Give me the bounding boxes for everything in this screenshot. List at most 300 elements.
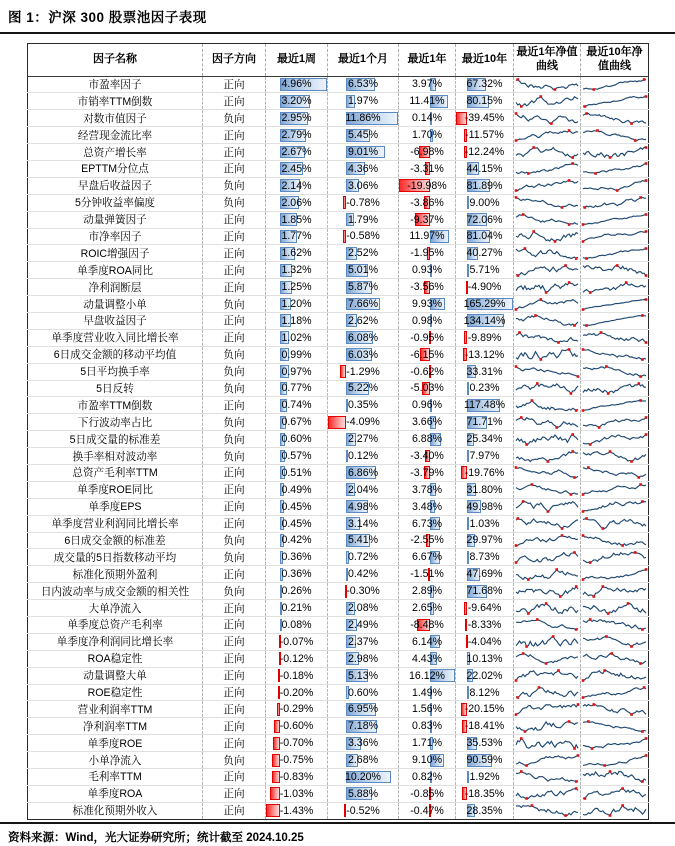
value-text: 40.27%	[466, 247, 503, 260]
value-text: 5.45%	[347, 129, 379, 142]
value-text: 1.77%	[281, 230, 312, 243]
value-cell	[399, 245, 456, 262]
sparkline-10y	[581, 566, 649, 583]
sparkline-10y	[581, 802, 649, 819]
value-cell	[328, 448, 399, 465]
table-row	[28, 177, 649, 194]
value-text: -6.98%	[410, 146, 444, 158]
value-cell	[328, 296, 399, 313]
header-cell-6: 最近1年净值曲线	[514, 44, 581, 77]
value-text: 33.31%	[466, 365, 503, 378]
sparkline-1y	[514, 245, 581, 262]
table-row	[28, 346, 649, 363]
value-text: 5.41%	[347, 534, 379, 547]
sparkline-10y	[581, 76, 649, 93]
sparkline-1y	[514, 498, 581, 515]
value-text: 117.48%	[463, 399, 506, 412]
value-text: 7.97%	[469, 450, 500, 463]
value-text: -19.98%	[407, 179, 447, 192]
value-text: 11.86%	[345, 112, 381, 125]
value-cell	[266, 667, 328, 684]
value-cell	[328, 718, 399, 735]
value-text: 0.97%	[281, 365, 312, 378]
table-row	[28, 650, 649, 667]
value-text: 6.88%	[411, 433, 443, 446]
value-cell	[399, 312, 456, 329]
value-text: -0.12%	[279, 652, 314, 665]
direction-cell: 正向	[203, 329, 266, 346]
sparkline-10y	[581, 769, 649, 786]
factor-name-cell: 市盈率因子	[28, 76, 203, 93]
value-text: 6.67%	[411, 551, 443, 564]
factor-name-cell: 单季度净利润同比增长率	[28, 633, 203, 650]
table-row	[28, 211, 649, 228]
factor-name-cell: 单季度ROE同比	[28, 481, 203, 498]
sparkline-10y	[581, 532, 649, 549]
value-text: 9.93%	[411, 298, 443, 311]
table-row	[28, 583, 649, 600]
value-text: 1.02%	[281, 331, 312, 344]
table-row	[28, 194, 649, 211]
value-cell	[456, 431, 514, 448]
value-text: 2.62%	[347, 314, 379, 327]
sparkline-10y	[581, 346, 649, 363]
value-text: 1.18%	[281, 314, 312, 327]
sparkline-10y	[581, 363, 649, 380]
sparkline-10y	[581, 380, 649, 397]
value-cell	[328, 785, 399, 802]
value-text: 49.98%	[466, 500, 503, 513]
value-cell	[266, 414, 328, 431]
value-text: 3.06%	[347, 179, 379, 192]
direction-cell: 正向	[203, 701, 266, 718]
value-text: -3.86%	[410, 196, 444, 209]
table-row	[28, 785, 649, 802]
value-text: -0.75%	[279, 754, 314, 767]
direction-cell: 负向	[203, 532, 266, 549]
value-text: -19.76%	[464, 466, 505, 479]
value-text: 5.13%	[347, 669, 379, 682]
value-cell	[266, 127, 328, 144]
value-text: -0.62%	[410, 365, 444, 378]
value-text: 44.15%	[466, 162, 503, 175]
value-cell	[266, 431, 328, 448]
sparkline-10y	[581, 481, 649, 498]
value-text: 0.57%	[281, 450, 312, 463]
value-text: 90.59%	[466, 754, 503, 767]
factor-name-cell: 6日成交金额的标准差	[28, 532, 203, 549]
value-text: 0.67%	[281, 416, 312, 429]
value-cell	[456, 600, 514, 617]
value-cell	[328, 583, 399, 600]
value-cell	[456, 667, 514, 684]
value-text: 31.80%	[466, 483, 503, 496]
value-text: 2.52%	[347, 247, 379, 260]
value-cell	[328, 549, 399, 566]
value-cell	[456, 397, 514, 414]
value-cell	[328, 363, 399, 380]
table-row	[28, 329, 649, 346]
value-text: -1.03%	[279, 787, 314, 800]
value-cell	[399, 346, 456, 363]
value-text: 5.22%	[347, 382, 379, 395]
value-text: 0.60%	[281, 433, 312, 446]
sparkline-1y	[514, 633, 581, 650]
value-text: 3.78%	[411, 483, 443, 496]
value-cell	[328, 464, 399, 481]
value-text: 2.49%	[347, 618, 379, 631]
value-cell	[266, 76, 328, 93]
value-cell	[456, 752, 514, 769]
sparkline-10y	[581, 262, 649, 279]
value-cell	[328, 397, 399, 414]
table-row	[28, 735, 649, 752]
value-text: 2.37%	[347, 635, 379, 648]
value-text: 2.95%	[281, 112, 312, 125]
table-row	[28, 380, 649, 397]
value-cell	[328, 515, 399, 532]
value-cell	[328, 160, 399, 177]
value-cell	[399, 177, 456, 194]
value-cell	[328, 481, 399, 498]
direction-cell: 正向	[203, 650, 266, 667]
value-cell	[456, 245, 514, 262]
value-text: 0.74%	[281, 399, 312, 412]
value-text: 0.45%	[281, 517, 312, 530]
value-cell	[399, 752, 456, 769]
value-cell	[266, 397, 328, 414]
value-text: 1.25%	[281, 281, 312, 294]
value-text: 4.96%	[281, 78, 312, 91]
direction-cell: 正向	[203, 735, 266, 752]
value-cell	[456, 583, 514, 600]
value-cell	[399, 431, 456, 448]
value-text: 81.89%	[466, 179, 503, 192]
value-text: 6.73%	[411, 517, 443, 530]
value-cell	[456, 481, 514, 498]
sparkline-1y	[514, 160, 581, 177]
value-text: 0.21%	[281, 602, 312, 615]
factor-name-cell: 单季度EPS	[28, 498, 203, 515]
direction-cell: 正向	[203, 684, 266, 701]
value-cell	[399, 532, 456, 549]
value-text: 2.67%	[281, 146, 312, 158]
value-text: 4.43%	[411, 652, 443, 665]
sparkline-1y	[514, 769, 581, 786]
table-row	[28, 448, 649, 465]
value-cell	[399, 380, 456, 397]
value-text: 3.36%	[347, 737, 379, 750]
direction-cell: 负向	[203, 363, 266, 380]
sparkline-1y	[514, 228, 581, 245]
factor-name-cell: 5分钟收益率偏度	[28, 194, 203, 211]
value-cell	[456, 769, 514, 786]
value-cell	[328, 650, 399, 667]
value-text: 67.32%	[466, 78, 503, 91]
value-text: -0.29%	[279, 703, 314, 716]
value-text: 0.36%	[281, 568, 312, 581]
header-cell-5: 最近10年	[456, 44, 514, 77]
footer-block	[0, 822, 675, 846]
value-cell	[456, 144, 514, 161]
value-cell	[266, 110, 328, 127]
value-text: 0.23%	[469, 382, 500, 395]
value-cell	[266, 701, 328, 718]
value-cell	[456, 414, 514, 431]
value-cell	[399, 769, 456, 786]
sparkline-1y	[514, 752, 581, 769]
value-cell	[399, 262, 456, 279]
sparkline-10y	[581, 228, 649, 245]
value-text: 6.08%	[347, 331, 379, 344]
value-text: 28.35%	[466, 804, 503, 817]
value-text: -11.57%	[465, 129, 504, 142]
value-text: 5.87%	[347, 281, 379, 294]
value-text: 2.08%	[347, 602, 379, 615]
sparkline-1y	[514, 566, 581, 583]
value-cell	[266, 735, 328, 752]
factor-name-cell: 动量调整小单	[28, 296, 203, 313]
factor-name-cell: 下行波动率占比	[28, 414, 203, 431]
value-text: -0.20%	[279, 686, 314, 699]
value-cell	[399, 650, 456, 667]
header-cell-4: 最近1年	[399, 44, 456, 77]
value-text: -3.56%	[410, 281, 444, 294]
value-cell	[456, 329, 514, 346]
value-cell	[456, 464, 514, 481]
sparkline-1y	[514, 515, 581, 532]
direction-cell: 正向	[203, 769, 266, 786]
table-row	[28, 566, 649, 583]
sparkline-10y	[581, 177, 649, 194]
value-cell	[266, 802, 328, 819]
direction-cell: 正向	[203, 515, 266, 532]
sparkline-1y	[514, 617, 581, 634]
header-cell-0: 因子名称	[28, 44, 203, 77]
value-text: 11.41%	[409, 95, 445, 108]
value-text: -0.60%	[279, 720, 314, 733]
sparkline-10y	[581, 633, 649, 650]
sparkline-10y	[581, 600, 649, 617]
direction-cell: 负向	[203, 296, 266, 313]
value-text: 9.10%	[411, 754, 443, 767]
value-cell	[266, 296, 328, 313]
value-text: 0.12%	[347, 450, 379, 463]
value-text: -0.47%	[410, 804, 444, 817]
direction-cell: 正向	[203, 718, 266, 735]
value-text: -3.31%	[410, 162, 444, 175]
direction-cell: 正向	[203, 481, 266, 498]
sparkline-1y	[514, 802, 581, 819]
value-text: -0.52%	[346, 804, 380, 817]
value-cell	[399, 802, 456, 819]
direction-cell: 负向	[203, 177, 266, 194]
value-cell	[456, 127, 514, 144]
table-row	[28, 752, 649, 769]
factor-name-cell: 5日成交量的标准差	[28, 431, 203, 448]
direction-cell: 正向	[203, 785, 266, 802]
sparkline-10y	[581, 279, 649, 296]
value-cell	[328, 329, 399, 346]
direction-cell: 正向	[203, 160, 266, 177]
table-row	[28, 414, 649, 431]
sparkline-1y	[514, 76, 581, 93]
direction-cell: 正向	[203, 464, 266, 481]
sparkline-10y	[581, 127, 649, 144]
sparkline-10y	[581, 144, 649, 161]
value-text: 4.98%	[347, 500, 379, 513]
sparkline-1y	[514, 262, 581, 279]
sparkline-1y	[514, 397, 581, 414]
value-cell	[328, 93, 399, 110]
value-cell	[266, 144, 328, 161]
value-cell	[266, 346, 328, 363]
value-text: 8.12%	[469, 686, 500, 699]
value-cell	[328, 617, 399, 634]
databar-negative	[272, 771, 280, 784]
value-cell	[266, 194, 328, 211]
value-text: 8.73%	[469, 551, 500, 564]
sparkline-10y	[581, 650, 649, 667]
table-row	[28, 144, 649, 161]
direction-cell: 正向	[203, 312, 266, 329]
value-text: -9.64%	[467, 602, 502, 615]
factor-name-cell: 单季度营业收入同比增长率	[28, 329, 203, 346]
factor-performance-table	[27, 43, 649, 820]
value-text: -9.89%	[467, 331, 502, 344]
value-cell	[266, 448, 328, 465]
value-text: -3.79%	[410, 466, 444, 479]
value-cell	[399, 684, 456, 701]
factor-name-cell: 总资产增长率	[28, 144, 203, 161]
direction-cell: 负向	[203, 380, 266, 397]
value-cell	[328, 414, 399, 431]
value-text: -18.35%	[464, 787, 505, 800]
sparkline-1y	[514, 464, 581, 481]
factor-name-cell: 市销率TTM倒数	[28, 93, 203, 110]
sparkline-1y	[514, 93, 581, 110]
table-row	[28, 684, 649, 701]
table-row	[28, 532, 649, 549]
value-cell	[456, 346, 514, 363]
value-cell	[328, 667, 399, 684]
value-text: 1.85%	[281, 213, 312, 226]
value-text: 0.36%	[281, 551, 312, 564]
value-cell	[456, 194, 514, 211]
value-cell	[456, 735, 514, 752]
value-cell	[266, 752, 328, 769]
value-text: -0.18%	[279, 669, 314, 682]
databar-negative	[464, 602, 467, 615]
sparkline-1y	[514, 785, 581, 802]
value-cell	[399, 735, 456, 752]
factor-name-cell: 标准化预期外收入	[28, 802, 203, 819]
value-text: 22.02%	[466, 669, 503, 682]
sparkline-1y	[514, 650, 581, 667]
value-cell	[456, 211, 514, 228]
header-cell-7: 最近10年净值曲线	[581, 44, 649, 77]
value-text: -2.55%	[410, 534, 444, 547]
value-cell	[399, 363, 456, 380]
sparkline-10y	[581, 735, 649, 752]
value-cell	[266, 312, 328, 329]
value-text: 2.98%	[347, 652, 379, 665]
value-text: 2.27%	[347, 433, 379, 446]
value-cell	[328, 431, 399, 448]
value-text: 5.71%	[469, 264, 500, 277]
value-cell	[456, 380, 514, 397]
value-text: -8.33%	[467, 618, 502, 631]
value-cell	[266, 211, 328, 228]
direction-cell: 正向	[203, 802, 266, 819]
value-cell	[456, 363, 514, 380]
databar-negative	[464, 331, 467, 344]
value-text: 3.48%	[411, 500, 443, 513]
value-cell	[456, 650, 514, 667]
value-cell	[456, 566, 514, 583]
value-cell	[266, 532, 328, 549]
value-cell	[456, 448, 514, 465]
value-text: 72.06%	[466, 213, 503, 226]
value-cell	[328, 498, 399, 515]
table-row	[28, 617, 649, 634]
value-cell	[328, 211, 399, 228]
factor-name-cell: EPTTM分位点	[28, 160, 203, 177]
value-cell	[456, 262, 514, 279]
value-cell	[328, 127, 399, 144]
value-text: 0.77%	[281, 382, 312, 395]
sparkline-10y	[581, 431, 649, 448]
sparkline-10y	[581, 110, 649, 127]
table-row	[28, 515, 649, 532]
value-cell	[456, 701, 514, 718]
value-text: -8.48%	[410, 618, 444, 631]
table-row	[28, 245, 649, 262]
sparkline-1y	[514, 346, 581, 363]
table-row	[28, 431, 649, 448]
sparkline-1y	[514, 329, 581, 346]
factor-name-cell: 净利润断层	[28, 279, 203, 296]
databar-negative	[328, 416, 346, 429]
value-cell	[399, 397, 456, 414]
table-row	[28, 110, 649, 127]
table-row	[28, 296, 649, 313]
factor-name-cell: ROA稳定性	[28, 650, 203, 667]
value-cell	[328, 701, 399, 718]
value-cell	[399, 633, 456, 650]
sparkline-1y	[514, 194, 581, 211]
value-cell	[266, 785, 328, 802]
value-text: 0.45%	[281, 500, 312, 513]
value-text: 2.45%	[281, 162, 312, 175]
databar-negative	[274, 720, 280, 733]
value-text: 2.89%	[411, 585, 443, 598]
sparkline-10y	[581, 752, 649, 769]
table-row	[28, 701, 649, 718]
direction-cell: 正向	[203, 93, 266, 110]
table-row	[28, 802, 649, 819]
table-row	[28, 363, 649, 380]
sparkline-10y	[581, 464, 649, 481]
value-text: 0.60%	[347, 686, 379, 699]
value-text: -1.51%	[410, 568, 444, 581]
table-row	[28, 127, 649, 144]
value-text: -39.45%	[464, 112, 505, 125]
value-cell	[266, 769, 328, 786]
sparkline-10y	[581, 583, 649, 600]
value-text: -0.70%	[279, 737, 314, 750]
value-cell	[399, 160, 456, 177]
